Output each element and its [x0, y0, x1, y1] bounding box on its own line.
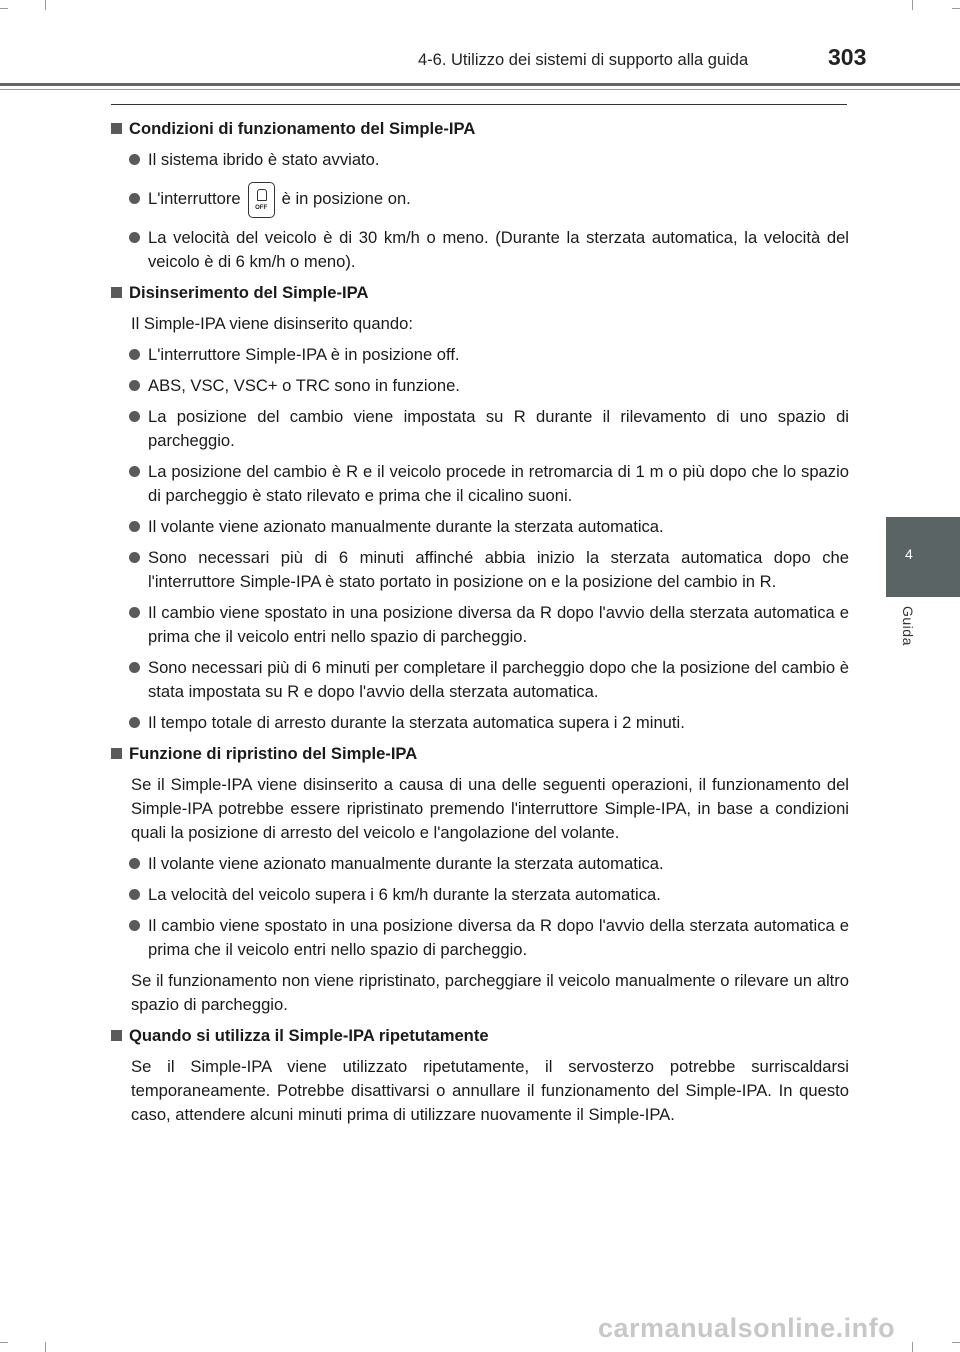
list-item — [111, 460, 849, 508]
list-item — [111, 883, 849, 907]
list-item-text: Il volante viene azionato manualmente durante la sterzata automatica. — [148, 517, 664, 536]
circle-bullet-icon — [129, 349, 140, 360]
circle-bullet-icon — [129, 920, 140, 931]
list-item-text: Il tempo totale di arresto durante la sterzata automatica supera i 2 minuti. — [148, 713, 685, 732]
list-item — [111, 405, 849, 453]
paragraph: Se il Simple-IPA viene disinserito a causa di una delle seguenti operazioni, il funzionamento del Simple-IPA potrebbe essere ripristinato premendo l'interruttore Simple-IPA, in base a condizioni quali la posizione di arresto del veicolo e l'angolazione del volante. — [131, 775, 849, 842]
simple-ipa-switch-icon — [248, 182, 275, 218]
circle-bullet-icon — [129, 193, 140, 204]
list-item-text: è in posizione on. — [281, 189, 411, 208]
circle-bullet-icon — [129, 380, 140, 391]
page-content — [111, 117, 849, 1134]
square-bullet-icon — [111, 123, 122, 134]
circle-bullet-icon — [129, 889, 140, 900]
chapter-number: 4 — [905, 546, 913, 562]
crop-mark — [45, 0, 46, 10]
circle-bullet-icon — [129, 552, 140, 563]
list-item — [111, 343, 849, 367]
list-item-text: Sono necessari più di 6 minuti per completare il parcheggio dopo che la posizione del cambio è stata impostata su R e dopo l'avvio della sterzata automatica. — [148, 658, 849, 701]
list-item-text: La velocità del veicolo supera i 6 km/h durante la sterzata automatica. — [148, 885, 661, 904]
crop-mark — [912, 1342, 913, 1352]
list-item-text: Sono necessari più di 6 minuti affinché abbia inizio la sterzata automatica dopo che l'interruttore Simple-IPA è stato portato in posizione on e la posizione del cambio in R. — [148, 548, 849, 591]
list-item — [111, 374, 849, 398]
circle-bullet-icon — [129, 466, 140, 477]
heading-text: Condizioni di funzionamento del Simple-IPA — [129, 119, 476, 138]
circle-bullet-icon — [129, 411, 140, 422]
circle-bullet-icon — [129, 858, 140, 869]
crop-mark — [952, 8, 960, 9]
paragraph: Se il funzionamento non viene ripristinato, parcheggiare il veicolo manualmente o rilevare un altro spazio di parcheggio. — [131, 971, 849, 1014]
paragraph: Se il Simple-IPA viene utilizzato ripetutamente, il servosterzo potrebbe surriscaldarsi temporaneamente. Potrebbe disattivarsi o annullare il funzionamento del Simple-IPA. In questo caso, attendere alcuni minuti prima di utilizzare nuovamente il Simple-IPA. — [131, 1057, 849, 1124]
circle-bullet-icon — [129, 232, 140, 243]
heading-text: Disinserimento del Simple-IPA — [129, 283, 369, 302]
section-heading — [111, 1024, 849, 1048]
crop-mark — [952, 1342, 960, 1343]
square-bullet-icon — [111, 287, 122, 298]
page-number: 303 — [828, 44, 867, 70]
list-item-text: Il sistema ibrido è stato avviato. — [148, 150, 380, 169]
watermark: carmanualsonline.info — [598, 1313, 896, 1343]
car-icon — [257, 189, 267, 201]
list-item — [111, 601, 849, 649]
section-heading — [111, 281, 849, 305]
list-item — [111, 656, 849, 704]
list-item — [111, 515, 849, 539]
list-item-text: La posizione del cambio viene impostata su R durante il rilevamento di uno spazio di parcheggio. — [148, 407, 849, 450]
section-heading — [111, 117, 849, 141]
list-item — [111, 179, 849, 219]
section-heading — [111, 742, 849, 766]
list-item — [111, 148, 849, 172]
list-item — [111, 852, 849, 876]
square-bullet-icon — [111, 1030, 122, 1041]
list-item — [111, 546, 849, 594]
list-item-text: L'interruttore Simple-IPA è in posizione off. — [148, 345, 460, 364]
list-item-text: L'interruttore — [148, 189, 241, 208]
header-rule-thin — [0, 89, 960, 90]
header-rule — [0, 83, 960, 86]
crop-mark — [45, 1342, 46, 1352]
list-item-text: La posizione del cambio è R e il veicolo procede in retromarcia di 1 m o più dopo che lo spazio di parcheggio è stato rilevato e prima che il cicalino suoni. — [148, 462, 849, 505]
list-item — [111, 711, 849, 735]
circle-bullet-icon — [129, 717, 140, 728]
list-item-text: ABS, VSC, VSC+ o TRC sono in funzione. — [148, 376, 460, 395]
square-bullet-icon — [111, 748, 122, 759]
list-item — [111, 226, 849, 274]
list-item-text: Il cambio viene spostato in una posizione diversa da R dopo l'avvio della sterzata automatica e prima che il veicolo entri nello spazio di parcheggio. — [148, 603, 849, 646]
list-item-text: La velocità del veicolo è di 30 km/h o meno. (Durante la sterzata automatica, la velocità del veicolo è di 6 km/h o meno). — [148, 228, 849, 271]
chapter-label: Guida — [900, 606, 916, 646]
chapter-tab — [886, 517, 960, 597]
circle-bullet-icon — [129, 662, 140, 673]
circle-bullet-icon — [129, 607, 140, 618]
list-item-text: Il volante viene azionato manualmente durante la sterzata automatica. — [148, 854, 664, 873]
content-divider — [111, 104, 847, 105]
list-item — [111, 914, 849, 962]
section-title: 4-6. Utilizzo dei sistemi di supporto alla guida — [418, 51, 749, 69]
crop-mark — [0, 1342, 8, 1343]
switch-off-label: OFF — [255, 204, 268, 211]
paragraph: Il Simple-IPA viene disinserito quando: — [131, 314, 413, 333]
crop-mark — [912, 0, 913, 10]
list-item-text: Il cambio viene spostato in una posizione diversa da R dopo l'avvio della sterzata automatica e prima che il veicolo entri nello spazio di parcheggio. — [148, 916, 849, 959]
circle-bullet-icon — [129, 521, 140, 532]
circle-bullet-icon — [129, 154, 140, 165]
heading-text: Quando si utilizza il Simple-IPA ripetutamente — [129, 1026, 489, 1045]
heading-text: Funzione di ripristino del Simple-IPA — [129, 744, 418, 763]
crop-mark — [0, 8, 8, 9]
